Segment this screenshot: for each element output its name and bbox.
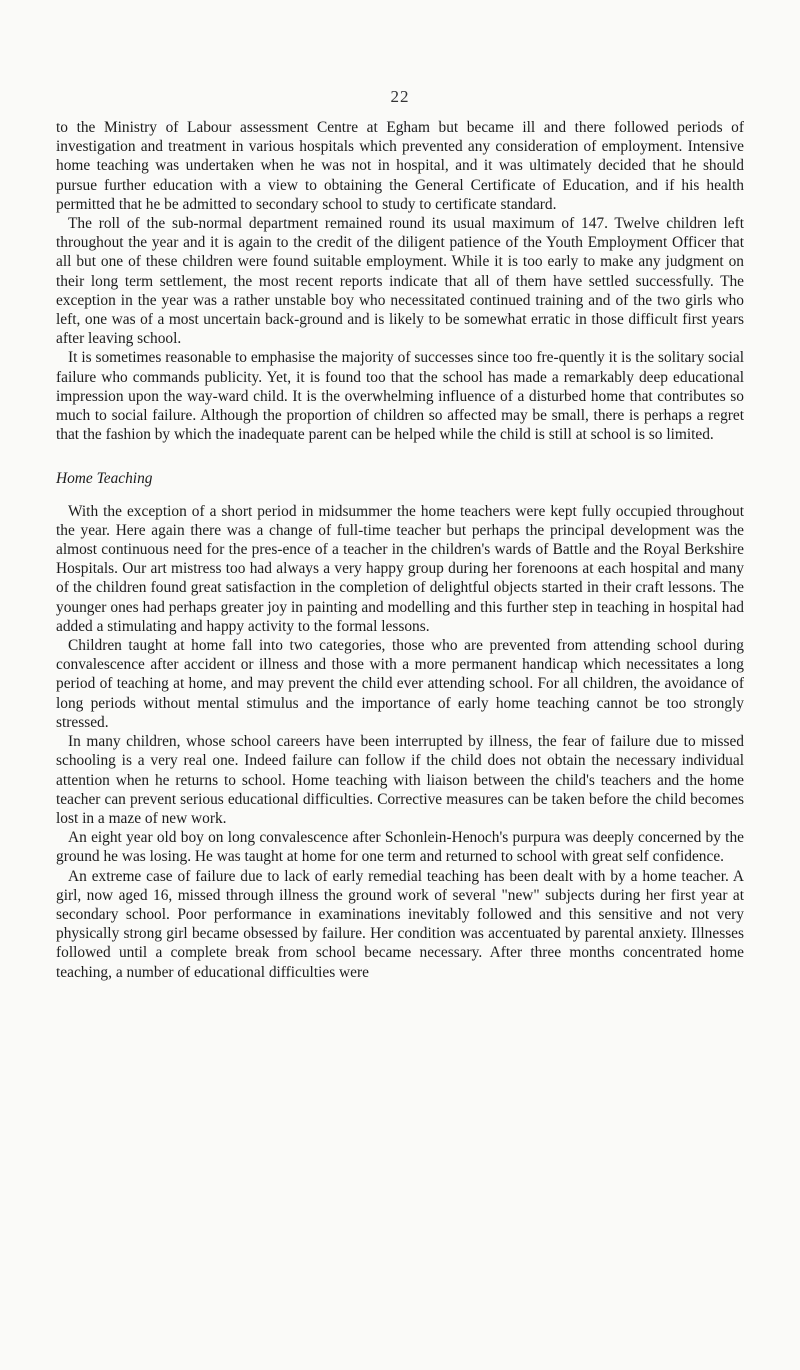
paragraph-social-failure: It is sometimes reasonable to emphasise the majority of successes since too fre-quently it is the solitary social failure who commands publicity. Yet, it is found too that the school has made a remarkably deep educational impression upon the way-ward child. It is the overwhelming influence of a disturbed home that contributes so much to social failure. Although the proportion of children so affected may be small, there is perhaps a regret that the fashion by which the inadequate parent can be helped while the child is still at school is so limited. [56, 349, 744, 444]
section-heading-home-teaching: Home Teaching [56, 470, 153, 488]
page-number: 22 [390, 87, 410, 106]
home-teaching-section [56, 502, 744, 982]
paragraph-fear-of-failure: In many children, whose school careers have been interrupted by illness, the fear of failure due to missed schooling is a very real one. Indeed failure can follow if the child does not obtain the necessary individual attention when he returns to school. Home teaching with liaison between the child's teachers and the home teacher can prevent serious educational difficulties. Corrective measures can be taken before the child becomes lost in a maze of new work. [56, 733, 744, 827]
paragraph-extreme-case: An extreme case of failure due to lack of early remedial teaching has been dealt with by a home teacher. A girl, now aged 16, missed through illness the ground work of several "new" subjects during her first year at secondary school. Poor performance in examinations inevitably followed and this sensitive and not very physically strong girl became obsessed by failure. Her condition was accentuated by parental anxiety. Illnesses followed until a complete break from school became necessary. After three months concentrated home teaching, a number of educational difficulties were [56, 867, 744, 981]
paragraph-categories: Children taught at home fall into two categories, those who are prevented from attending school during convalescence after accident or illness and those with a more permanent handicap which necessitates a long period of teaching at home, and may prevent the child ever attending school. For all children, the avoidance of long periods without mental stimulus and the importance of early home teaching cannot be too strongly stressed. [56, 637, 744, 731]
paragraph-sub-normal-roll: The roll of the sub-normal department remained round its usual maximum of 147. Twelve children left throughout the year and it is again to the credit of the diligent patience of the Youth Employment Officer that all but one of these children were found suitable employment. While it is too early to make any judgment on their long term settlement, the most recent reports indicate that all of them have settled successfully. The exception in the year was a rather unstable boy who necessitated continued training and of the two girls who left, one was of a most uncertain back-ground and is likely to be somewhat erratic in those difficult first years after leaving school. [56, 215, 744, 348]
intro-section [56, 118, 744, 444]
paragraph-eight-year-old-boy: An eight year old boy on long convalescence after Schonlein-Henoch's purpura was deeply concerned by the ground he was losing. He was taught at home for one term and returned to school with great self confidence. [56, 829, 744, 866]
paragraph-assessment-centre: to the Ministry of Labour assessment Centre at Egham but became ill and there followed periods of investigation and treatment in various hospitals which prevented any consideration of employment. Intensive home teaching was undertaken when he was not in hospital, and it was ultimately decided that he should pursue further education with a view to obtaining the General Certificate of Education, and if his health permitted that he be admitted to secondary school to study to certificate standard. [56, 119, 744, 213]
paragraph-home-teachers: With the exception of a short period in midsummer the home teachers were kept fully occupied throughout the year. Here again there was a change of full-time teacher but perhaps the principal development was the almost continuous need for the pres-ence of a teacher in the children's wards of Battle and the Royal Berkshire Hospitals. Our art mistress too had always a very happy group during her forenoons at each hospital and many of the children found great satisfaction in the completion of delightful objects started in their craft lessons. The younger ones had perhaps greater joy in painting and modelling and this further step in teaching in hospital had added a stimulating and happy activity to the formal lessons. [56, 502, 744, 635]
